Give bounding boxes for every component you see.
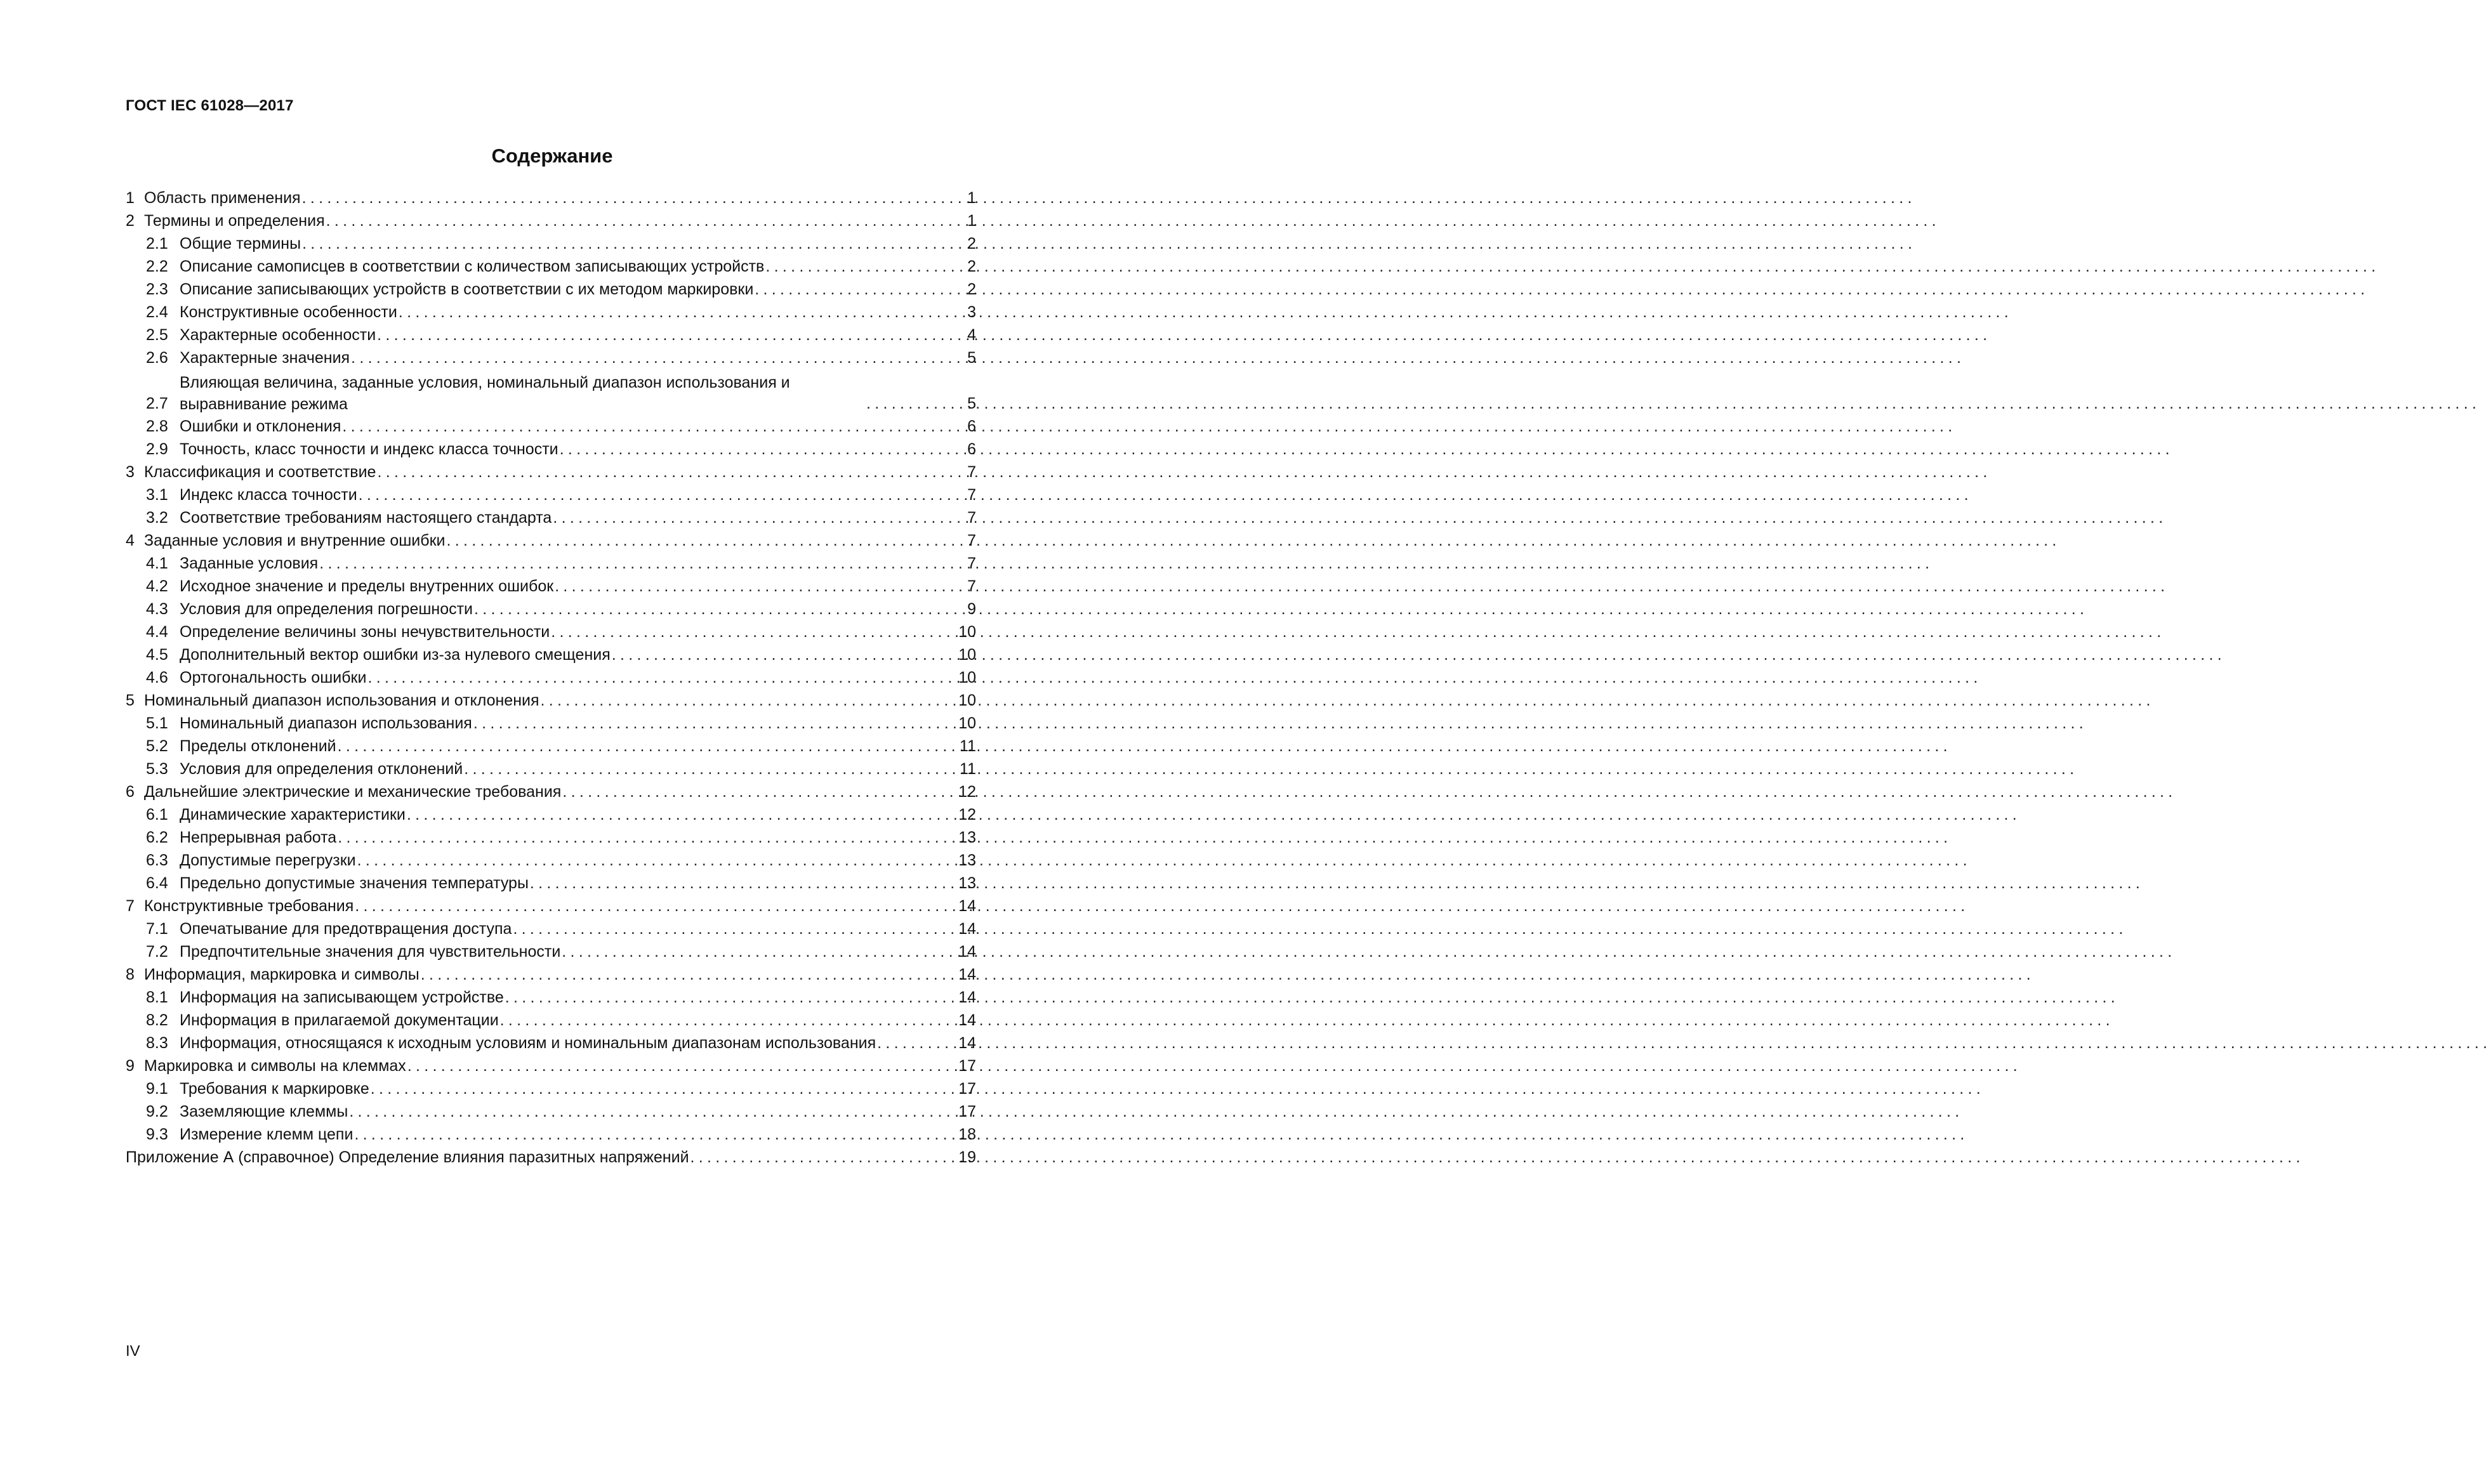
toc-entry-7-1[interactable] (126, 917, 976, 940)
toc-entry-number: 6.2 (146, 829, 168, 846)
toc-entry-number: 2.4 (146, 303, 168, 321)
toc-entry-number: 6.4 (146, 874, 168, 892)
dot-leader (562, 940, 957, 963)
dot-leader (326, 209, 966, 232)
toc-entry-page: 14 (958, 966, 976, 983)
toc-entry-page: 5 (967, 395, 976, 412)
toc-entry-4-2[interactable] (126, 575, 976, 598)
toc-entry-page: 7 (967, 463, 976, 481)
dot-leader (541, 689, 958, 712)
toc-entry-page: 7 (967, 577, 976, 595)
toc-entry-number: 9.1 (146, 1080, 168, 1098)
toc-entry-6-2[interactable] (126, 826, 976, 849)
toc-entry-number: 8.1 (146, 988, 168, 1006)
toc-entry-page: 10 (958, 623, 976, 641)
toc-entry-title: Общие термины (180, 235, 301, 253)
toc-entry-title: Конструктивные требования (144, 897, 354, 915)
toc-entry-4[interactable] (126, 529, 976, 552)
toc-entry-page: 2 (967, 235, 976, 253)
dot-leader (319, 552, 966, 575)
toc-entry-title: Ортогональность ошибки (180, 669, 367, 686)
toc-entry-title: Динамические характеристики (180, 806, 406, 824)
dot-leader (355, 895, 957, 917)
dot-leader (765, 255, 966, 278)
toc-entry-title: Требования к маркировке (180, 1080, 369, 1098)
toc-entry-3-2[interactable] (126, 506, 976, 529)
toc-entry-2-4[interactable] (126, 301, 976, 324)
toc-entry-6[interactable] (126, 780, 976, 803)
dot-leader (553, 506, 966, 529)
toc-entry-number: 2.6 (146, 349, 168, 367)
toc-entry-page: 18 (958, 1126, 976, 1143)
toc-entry-title: Влияющая величина, заданные условия, номинальный диапазон использования и выравнивание режима (180, 374, 790, 413)
toc-entry-number: 4.3 (146, 600, 168, 618)
toc-entry-number: 2.1 (146, 235, 168, 253)
toc-entry-title: Опечатывание для предотвращения доступа (180, 920, 512, 938)
toc-entry-title: Информация, относящаяся к исходным условиям и номинальным диапазонам использования (180, 1034, 876, 1052)
toc-entry-5-3[interactable] (126, 758, 976, 780)
toc-entry-title: Область применения (144, 189, 301, 207)
toc-entry-2-6[interactable] (126, 346, 976, 369)
toc-entry-page: 13 (958, 874, 976, 892)
toc-entry-page: 10 (958, 669, 976, 686)
toc-entry-2-2[interactable] (126, 255, 976, 278)
dot-leader (562, 780, 957, 803)
dot-leader (342, 415, 966, 438)
toc-entry-number: 4 (126, 532, 135, 549)
dot-leader (473, 712, 957, 735)
toc-entry-number: 5 (126, 692, 135, 709)
toc-entry-4-1[interactable] (126, 552, 976, 575)
dot-leader (421, 963, 957, 986)
dot-leader (367, 666, 957, 689)
toc-entry-number: 2.3 (146, 280, 168, 298)
toc-entry-page: 14 (958, 1011, 976, 1029)
toc-entry-title: Описание самописцев в соответствии с количеством записывающих устройств (180, 258, 765, 275)
toc-entry-9-2[interactable] (126, 1100, 976, 1123)
toc-entry-number: 2.7 (146, 395, 168, 412)
toc-entry-6-1[interactable] (126, 803, 976, 826)
toc-entry-number: 2.5 (146, 326, 168, 344)
toc-entry-page: 14 (958, 1034, 976, 1052)
toc-entry-number: 2 (126, 212, 135, 230)
toc-entry-number: 7.2 (146, 943, 168, 961)
dot-leader (349, 1100, 957, 1123)
toc-entry-number: 5.3 (146, 760, 168, 778)
dot-leader (555, 575, 966, 598)
toc-entry-title: Условия для определения погрешности (180, 600, 473, 618)
dot-leader (371, 1077, 957, 1100)
toc-entry-number: 7 (126, 897, 135, 915)
toc-entry-page: 2 (967, 280, 976, 298)
toc-entry-6-4[interactable] (126, 872, 976, 895)
dot-leader (407, 1054, 957, 1077)
toc-entry-title: Условия для определения отклонений (180, 760, 463, 778)
toc-entry-2-3[interactable] (126, 278, 976, 301)
toc-entry-title: Характерные особенности (180, 326, 376, 344)
toc-entry-title: Ошибки и отклонения (180, 417, 341, 435)
toc-entry-title: Классификация и соответствие (144, 463, 376, 481)
toc-entry-number: 9 (126, 1057, 135, 1075)
toc-entry-page: 6 (967, 417, 976, 435)
table-of-contents (126, 187, 976, 1169)
toc-entry-title: Информация, маркировка и символы (144, 966, 420, 983)
dot-leader (338, 735, 958, 758)
toc-entry-page: 9 (967, 600, 976, 618)
toc-entry-number: 6.3 (146, 851, 168, 869)
toc-entry-number: 2.9 (146, 440, 168, 458)
toc-entry-title: Исходное значение и пределы внутренних ошибок (180, 577, 554, 595)
toc-entry-page: 3 (967, 303, 976, 321)
toc-entry-2-9[interactable] (126, 438, 976, 461)
toc-entry-page: 4 (967, 326, 976, 344)
dot-leader (302, 187, 967, 209)
toc-entry-4-6[interactable] (126, 666, 976, 689)
toc-entry-number: 5.2 (146, 737, 168, 755)
toc-entry-page: 12 (958, 783, 976, 801)
dot-leader (464, 758, 958, 780)
toc-entry-number: 4.1 (146, 555, 168, 572)
dot-leader (690, 1146, 958, 1169)
toc-entry-number: 1 (126, 189, 135, 207)
dot-leader (407, 803, 957, 826)
toc-entry-2-7[interactable] (126, 369, 976, 415)
toc-entry-title: Заземляющие клеммы (180, 1103, 348, 1120)
toc-entry-title: Индекс класса точности (180, 486, 357, 504)
toc-entry-5[interactable] (126, 689, 976, 712)
toc-entry-page: 17 (958, 1057, 976, 1075)
dot-leader (530, 872, 957, 895)
toc-entry-title: Дальнейшие электрические и механические требования (144, 783, 562, 801)
toc-entry-page: 7 (967, 486, 976, 504)
toc-entry-page: 13 (958, 829, 976, 846)
page-number: IV (126, 1343, 140, 1360)
dot-leader (474, 598, 966, 621)
toc-entry-page: 10 (958, 714, 976, 732)
dot-leader (505, 986, 957, 1009)
toc-entry-title: Термины и определения (144, 212, 325, 230)
toc-entry-number: 4.2 (146, 577, 168, 595)
toc-entry-4-4[interactable] (126, 621, 976, 643)
toc-entry-page: 1 (967, 212, 976, 230)
toc-entry-number: 5.1 (146, 714, 168, 732)
toc-entry-title: Характерные значения (180, 349, 350, 367)
toc-entry-title: Непрерывная работа (180, 829, 337, 846)
toc-entry-number: 3.2 (146, 509, 168, 527)
toc-entry-page: 7 (967, 555, 976, 572)
toc-entry-title: Приложение А (справочное) Определение влияния паразитных напряжений (126, 1148, 689, 1166)
toc-entry-title: Заданные условия и внутренние ошибки (144, 532, 446, 549)
dot-leader (351, 346, 966, 369)
toc-entry-title: Измерение клемм цепи (180, 1126, 353, 1143)
toc-entry-page: 19 (958, 1148, 976, 1166)
toc-entry-title: Маркировка и символы на клеммах (144, 1057, 406, 1075)
dot-leader (446, 529, 966, 552)
toc-entry-number: 2.2 (146, 258, 168, 275)
toc-entry-5-1[interactable] (126, 712, 976, 735)
dot-leader (359, 483, 966, 506)
dot-leader (560, 438, 966, 461)
document-code: ГОСТ IEC 61028—2017 (126, 97, 294, 114)
dot-leader (866, 392, 966, 415)
toc-entry-title: Заданные условия (180, 555, 319, 572)
toc-entry-page: 10 (958, 692, 976, 709)
dot-leader (612, 643, 957, 666)
toc-entry-8-1[interactable] (126, 986, 976, 1009)
toc-entry-title: Информация в прилагаемой документации (180, 1011, 499, 1029)
toc-entry-title: Точность, класс точности и индекс класса точности (180, 440, 558, 458)
toc-entry-page: 11 (960, 760, 976, 778)
toc-entry-3-1[interactable] (126, 483, 976, 506)
toc-entry-number: 3 (126, 463, 135, 481)
toc-entry-title: Конструктивные особенности (180, 303, 397, 321)
dot-leader (500, 1009, 958, 1032)
toc-entry-page: 14 (958, 943, 976, 961)
toc-entry-number: 4.4 (146, 623, 168, 641)
toc-entry-2-8[interactable] (126, 415, 976, 438)
toc-entry-title: Допустимые перегрузки (180, 851, 356, 869)
toc-entry-page: 13 (958, 851, 976, 869)
toc-entry-page: 14 (958, 897, 976, 915)
toc-entry-8[interactable] (126, 963, 976, 986)
toc-entry-number: 8.2 (146, 1011, 168, 1029)
toc-entry-number: 6 (126, 783, 135, 801)
toc-entry-8-3[interactable] (126, 1032, 976, 1054)
dot-leader (338, 826, 957, 849)
toc-title: Содержание (491, 145, 613, 167)
toc-entry-title: Номинальный диапазон использования (180, 714, 472, 732)
toc-entry-number: 9.3 (146, 1126, 168, 1143)
toc-entry-1[interactable] (126, 187, 976, 209)
dot-leader (877, 1032, 957, 1054)
toc-entry-number: 3.1 (146, 486, 168, 504)
toc-entry-page: 10 (958, 646, 976, 664)
toc-entry-number: 8 (126, 966, 135, 983)
toc-entry-page: 2 (967, 258, 976, 275)
toc-entry-title: Дополнительный вектор ошибки из-за нулевого смещения (180, 646, 611, 664)
toc-entry-page: 7 (967, 509, 976, 527)
toc-entry-number: 4.6 (146, 669, 168, 686)
toc-entry-2-1[interactable] (126, 232, 976, 255)
toc-entry-page: 12 (958, 806, 976, 824)
dot-leader (377, 324, 966, 346)
toc-entry-page: 17 (958, 1080, 976, 1098)
toc-entry-4-3[interactable] (126, 598, 976, 621)
toc-entry-page: 14 (958, 920, 976, 938)
toc-entry-number: 8.3 (146, 1034, 168, 1052)
toc-entry-6-3[interactable] (126, 849, 976, 872)
toc-entry-9-3[interactable] (126, 1123, 976, 1146)
toc-entry-2[interactable] (126, 209, 976, 232)
toc-entry-number: 9.2 (146, 1103, 168, 1120)
dot-leader (513, 917, 957, 940)
toc-entry-title: Определение величины зоны нечувствительности (180, 623, 550, 641)
toc-entry-9[interactable] (126, 1054, 976, 1077)
toc-entry-title: Информация на записывающем устройстве (180, 988, 504, 1006)
toc-entry-3[interactable] (126, 461, 976, 483)
toc-entry-appendix[interactable] (126, 1146, 976, 1169)
dot-leader (399, 301, 966, 324)
toc-entry-title: Соответствие требованиям настоящего стандарта (180, 509, 552, 527)
toc-entry-page: 11 (960, 737, 976, 755)
toc-entry-8-2[interactable] (126, 1009, 976, 1032)
toc-entry-7-2[interactable] (126, 940, 976, 963)
toc-entry-title: Предпочтительные значения для чувствительности (180, 943, 561, 961)
dot-leader (755, 278, 966, 301)
toc-entry-number: 7.1 (146, 920, 168, 938)
toc-entry-page: 6 (967, 440, 976, 458)
toc-entry-title: Предельно допустимые значения температуры (180, 874, 529, 892)
dot-leader (377, 461, 966, 483)
toc-entry-title: Описание записывающих устройств в соответствии с их методом маркировки (180, 280, 754, 298)
dot-leader (551, 621, 957, 643)
toc-entry-9-1[interactable] (126, 1077, 976, 1100)
toc-entry-page: 7 (967, 532, 976, 549)
toc-entry-7[interactable] (126, 895, 976, 917)
toc-entry-title: Пределы отклонений (180, 737, 336, 755)
dot-leader (302, 232, 966, 255)
toc-entry-page: 14 (958, 988, 976, 1006)
toc-entry-page: 5 (967, 349, 976, 367)
dot-leader (357, 849, 958, 872)
toc-entry-page: 17 (958, 1103, 976, 1120)
toc-entry-page: 1 (967, 189, 976, 207)
toc-entry-2-5[interactable] (126, 324, 976, 346)
toc-entry-5-2[interactable] (126, 735, 976, 758)
toc-entry-title: Номинальный диапазон использования и отклонения (144, 692, 539, 709)
toc-entry-number: 2.8 (146, 417, 168, 435)
toc-entry-number: 6.1 (146, 806, 168, 824)
toc-entry-4-5[interactable] (126, 643, 976, 666)
toc-entry-number: 4.5 (146, 646, 168, 664)
dot-leader (354, 1123, 957, 1146)
